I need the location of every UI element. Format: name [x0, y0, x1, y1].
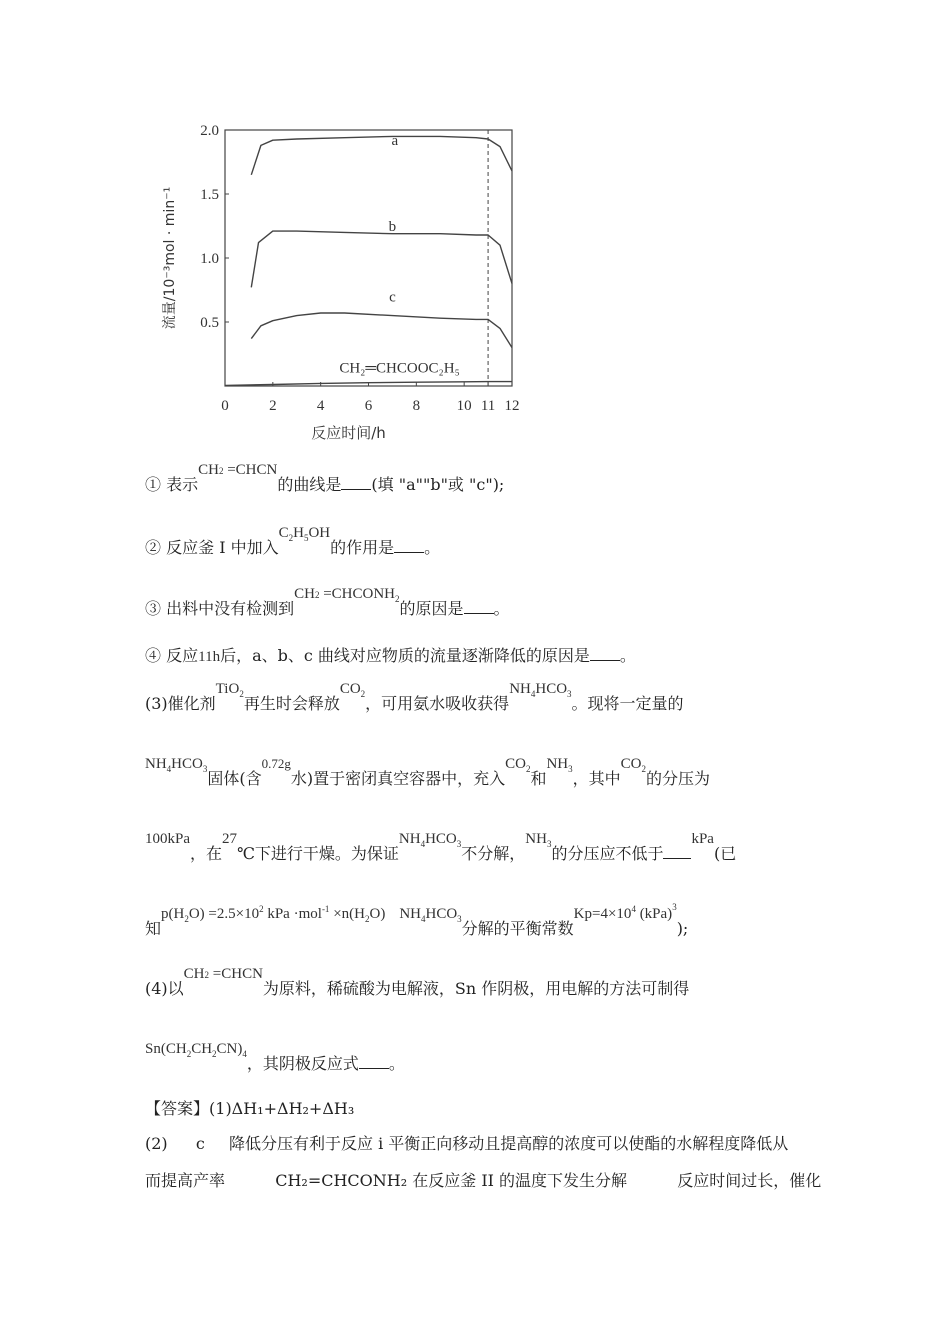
water-pressure-equation: $p(H_2O) =2.5\times 10^2$ kPa $\cdot mol^{-1} \times n(H_2O)$ [161, 904, 386, 924]
formula-sn-compound: $Sn(CH_2CH_2CN)_4$ [145, 1041, 247, 1059]
water-mass: 0.72g [261, 756, 291, 771]
q1-post: 的曲线是 [277, 475, 342, 494]
y-tick-label: 2.0 [200, 123, 219, 139]
answer-2-label: (2) [145, 1134, 168, 1153]
formula-nh4hco3: $NH_4HCO_3$ [509, 681, 572, 699]
nh3-pressure-blank[interactable] [663, 844, 691, 859]
plot-frame [225, 130, 512, 386]
part4-text: (4)以 [145, 979, 184, 998]
part3-text: (已 [713, 844, 737, 863]
question-2 [145, 525, 441, 558]
part3-text: 固体(含 [207, 769, 262, 788]
answer-line1 [145, 1096, 354, 1119]
answer-2-2-cont: 而提高产率 [145, 1171, 226, 1190]
part3-text: 再生时会释放 [243, 694, 340, 713]
x-tick-label: 12 [504, 398, 520, 414]
answer-line3 [145, 1168, 821, 1191]
temperature: 27 [222, 831, 238, 847]
q2-answer-blank[interactable] [394, 538, 424, 553]
formula-tio2: TiO$_2$ [215, 681, 244, 699]
answer-line2 [145, 1131, 788, 1154]
q1-answer-blank[interactable] [341, 475, 371, 490]
q4-post: 后，a、b、c 曲线对应物质的流量逐渐降低的原因是 [220, 646, 590, 665]
q3-tail: 。 [493, 599, 510, 618]
x-tick-label: 2 [269, 398, 277, 414]
part3-text: (3)催化剂 [145, 694, 216, 713]
part3-text: ); [676, 919, 689, 938]
part3-text: ℃下进行干燥。为保证 [237, 844, 399, 863]
part3-text: 。现将一定量的 [571, 694, 684, 713]
q3-formula: $CH2 =CHCONH_2$ [294, 586, 400, 604]
part4-text: 。 [388, 1054, 405, 1073]
question-3 [145, 586, 510, 619]
x-tick-label: 6 [364, 398, 373, 414]
formula-nh3: $NH_3$ [525, 831, 552, 849]
formula-nh4hco3: $NH_4HCO_3$ [399, 906, 462, 924]
answer-2-1: c [195, 1134, 205, 1153]
formula-nh3: $NH_3$ [546, 756, 573, 774]
part4-line1 [145, 966, 690, 999]
part3-line3 [145, 831, 737, 864]
series-label-a: a [391, 133, 399, 149]
q4-number: ④ [145, 646, 162, 665]
q3-answer-blank[interactable] [464, 599, 494, 614]
part3-line4 [145, 902, 689, 939]
q4-pre: 反应 [166, 646, 199, 665]
q2-pre: 反应釜 I 中加入 [166, 538, 279, 557]
part3-text: 知 [145, 919, 162, 938]
question-1 [145, 462, 505, 495]
part3-text: 和 [530, 769, 547, 788]
part3-text: ，可用氨水吸收获得 [365, 694, 510, 713]
q2-tail: 。 [424, 538, 441, 557]
x-tick-label: 10 [456, 398, 472, 414]
q4-answer-blank[interactable] [590, 646, 620, 661]
pressure-unit: kPa [691, 831, 714, 847]
series-line-1 [251, 231, 512, 287]
x-axis-label: 反应时间/h [311, 424, 386, 442]
q1-tail: (填 "a""b"或 "c"); [371, 475, 505, 494]
y-tick-label: 1.5 [200, 187, 219, 203]
formula-co2: $CO_2$ [620, 756, 646, 774]
q3-pre: 出料中没有检测到 [166, 599, 295, 618]
series-label-ester: CH₂═CHCOOC₂H₅ [339, 360, 460, 377]
q4-tail: 。 [619, 646, 636, 665]
part4-text: ，其阴极反应式 [246, 1054, 359, 1073]
q2-formula: $C_2H_5OH$ [278, 525, 331, 543]
q2-number: ② [145, 538, 162, 557]
answer-2-2: 降低分压有利于反应 i 平衡正向移动且提高醇的浓度可以使酯的水解程度降低从 [229, 1134, 789, 1153]
answer-2-3: CH₂=CHCONH₂ 在反应釜 II 的温度下发生分解 [275, 1171, 628, 1190]
part3-text: ，在 [190, 844, 223, 863]
formula-nh4hco3: $NH_4HCO_3$ [145, 756, 208, 774]
x-tick-label: 8 [412, 398, 421, 414]
q2-post: 的作用是 [330, 538, 395, 557]
answer-2-4: 反应时间过长，催化 [677, 1171, 822, 1190]
part4-line2 [145, 1041, 405, 1074]
part3-text: 分解的平衡常数 [461, 919, 574, 938]
formula-acrylonitrile: CH2 =CHCN [183, 966, 263, 982]
part3-line1 [145, 681, 684, 714]
part3-text: 的分压为 [645, 769, 710, 788]
kp-equation: $Kp=4\times 10^4$ (kPa)$^3$ [573, 902, 677, 922]
series-line-0 [251, 136, 512, 174]
formula-nh4hco3: $NH_4HCO_3$ [398, 831, 462, 849]
q1-formula: CH2 =CHCN [198, 462, 278, 478]
part3-text: ，其中 [572, 769, 621, 788]
y-axis-label: 流量/10⁻³mol · min⁻¹ [162, 186, 178, 330]
x-tick-label: 11 [480, 398, 496, 414]
part3-text: 的分压应不低于 [551, 844, 664, 863]
q1-pre: 表示 [166, 475, 199, 494]
series-label-c: c [389, 289, 396, 306]
answer-label: 【答案】 [145, 1099, 210, 1118]
y-tick-label: 1.0 [200, 251, 219, 267]
x-tick-label: 4 [316, 398, 325, 414]
formula-co2: $CO_2$ [505, 756, 531, 774]
part3-text: 水)置于密闭真空容器中，充入 [290, 769, 506, 788]
question-4 [145, 643, 636, 666]
q3-post: 的原因是 [399, 599, 464, 618]
y-tick-label: 0.5 [200, 315, 219, 331]
part4-text: 为原料，稀硫酸为电解液，Sn 作阴极，用电解的方法可制得 [262, 979, 690, 998]
x-tick-label: 0 [221, 398, 229, 414]
q3-number: ③ [145, 599, 162, 618]
part3-line2 [145, 756, 710, 789]
part3-text: 不分解， [461, 844, 526, 863]
answer-1: (1)ΔH₁+ΔH₂+ΔH₃ [209, 1099, 355, 1118]
series-label-b: b [388, 219, 397, 236]
series-line-2 [251, 313, 512, 348]
q1-number: ① [145, 475, 162, 494]
q4-time: 11h [198, 649, 221, 665]
cathode-reaction-blank[interactable] [359, 1054, 389, 1069]
co2-pressure: 100kPa [145, 831, 190, 847]
formula-co2: $CO_2$ [339, 681, 366, 699]
flow-rate-chart [150, 118, 530, 448]
